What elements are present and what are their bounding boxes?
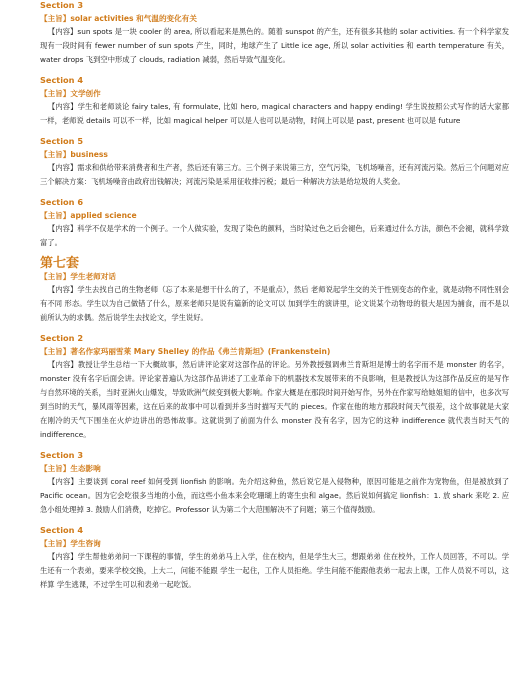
section-content: 【内容】学生帮他弟弟问一下课程的事情，学生的弟弟马上入学，住在校内，但是学生大三，想跟弟弟 住在校外，工作人员回答，不可以。学生还有一个表弟，要来学校交换，上大二，问能不能跟 学生一起住，工作人员拒绝。学生问能不能跟他表弟一起去上课，工作人员说不可以，这样算 学生逃课，不过学生可以和表弟一起吃饭。 — [40, 552, 509, 589]
section-content: 【内容】主要谈到 coral reef 如何受到 lionfish 的影响。先介绍这种鱼，然后说它是入侵物种，原因可能是之前作为宠物鱼，但是被放到了 Pacific ocean。因为它会吃很多当地的小鱼，而这些小鱼本来会吃珊瑚上的寄生虫和 algae。然后说如何搞定 lionfish：1. 放 shark 来吃 2. 应急小组处理掉 3. 鼓励人们消费，吃掉它。Professor 认为第二个大范围解决不了问题；第三个值得鼓励。 — [40, 477, 509, 514]
section-block — [40, 197, 509, 250]
section-topic: 【主旨】solar activities 和气温的变化有关 — [40, 14, 197, 23]
section-content: 【内容】科学不仅是学术的一个例子。一个人做实验，发现了染色的颜料，当时染过色之后会褪色，后来通过什么方法，颜色不会褪，就科学致富了。 — [40, 224, 509, 247]
set-title: 第七套 — [40, 256, 80, 271]
section-topic: 【主旨】生态影响 — [40, 464, 101, 473]
section-label: Section 6 — [40, 197, 84, 207]
section-block — [40, 75, 509, 128]
section-content: 【内容】教授让学生总结一下大概故事，然后讲评论家对这部作品的评论。另外教授强调弗兰肯斯坦是博士的名字而不是 monster 的名字，monster 没有名字后面会讲。评论家普遍认为这部作品讲述了工业革命下的机器技术发展带来的不良影响，但是教授认为这部作品反应的是写作与自然环境的关系，当时亚洲火山爆发，导致欧洲气候变到极大影响。作家大概是在那段时间开始写作，另外在作家写给她姐姐的信中，也多次写到当时的天气，暴风雨等因素，这在后来的故事中可以看到并多当时描写天气的 pieces。作家在他的地方那段时间天气很差，这个故事就是大家在刚冷的天气下围坐在火炉边讲出的恐怖故事。这就说到了前面为什么 monster 没有名字，因为它的这种 indifference 就代表当时天气的 indifference。 — [40, 360, 509, 439]
section-block — [40, 136, 509, 189]
section-label: Section 4 — [40, 75, 84, 85]
section-label: Section 4 — [40, 525, 84, 535]
section-label: Section 5 — [40, 136, 84, 146]
section-block — [40, 272, 509, 325]
section-block — [40, 450, 509, 517]
section-content: 【内容】需求和供给带来消费者和生产者，然后还有第三方。三个例子来说第三方，空气污染，飞机场噪音，还有河流污染。然后三个问题对应三个解决方案：飞机场噪音由政府出钱解决；河流污染是采用征收排污税；最后一种解决方法是给垃圾的人奖金。 — [40, 163, 509, 186]
section-content: 【内容】sun spots 是一块 cooler 的 area, 所以看起来是黑色的。随着 sunspot 的产生，还有很多其他的 solar activities. 有一个科学家发现有一段时间有 fewer number of sun spots 产生，同时，地球产生了 Little ice age, 所以 solar activities 和 earth temperature 有关，water drops 飞到空中形成了 clouds, radiation 减弱，然后导致气温变化。 — [40, 27, 509, 64]
section-topic: 【主旨】著名作家玛丽雪莱 Mary Shelley 的作品《弗兰肯斯坦》(Frankenstein) — [40, 347, 331, 356]
section-topic: 【主旨】文学创作 — [40, 89, 101, 98]
section-content: 【内容】学生和老师谈论 fairy tales, 有 formulate, 比如 hero, magical characters and happy ending! 学生说按照公式写作的话大家都一样，老师说 details 可以不一样，比如 magical helper 可以是人也可以是动物，时间上可以是 past, present 也可以是 future — [40, 102, 509, 125]
section-label: Section 3 — [40, 0, 84, 10]
section-block — [40, 333, 509, 442]
section-content: 【内容】学生去找自己的生物老师（忘了本来是想干什么的了，不是重点），然后 老师说起学生交的关于性别变态的作业，就是动物不同性别会有不同 形态。学生以为自己做错了什么，原来老师只是说有篇新的论文可以 加到学生的演讲里，论文说某个动物母的很大是因为捕食，而不是以 前所认为的求偶。然后说学生去找论文，学生说好。 — [40, 285, 509, 322]
section-block — [40, 0, 509, 67]
section-topic: 【主旨】business — [40, 150, 108, 159]
section-label: Section 3 — [40, 450, 84, 460]
section-topic: 【主旨】applied science — [40, 211, 137, 220]
section-block — [40, 525, 509, 592]
section-topic: 【主旨】学生老师对话 — [40, 272, 116, 281]
section-label: Section 2 — [40, 333, 84, 343]
section-topic: 【主旨】学生咨询 — [40, 539, 101, 548]
